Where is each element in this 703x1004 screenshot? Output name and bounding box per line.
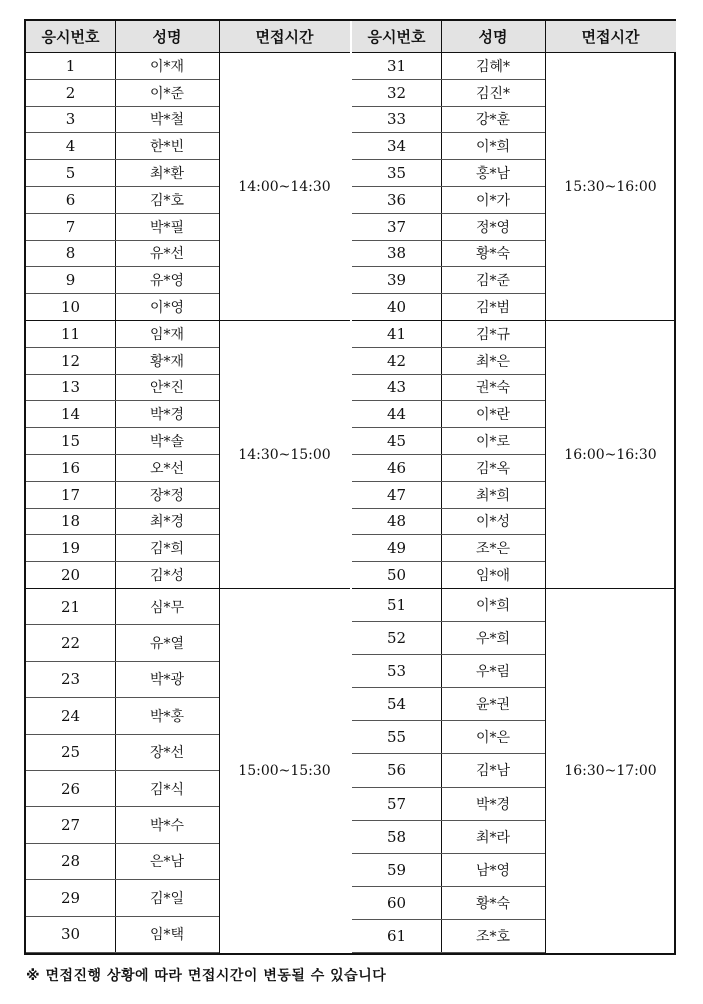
applicant-name: 유*영 bbox=[115, 267, 219, 294]
applicant-name: 우*림 bbox=[441, 655, 545, 688]
applicant-name: 박*광 bbox=[115, 662, 219, 698]
applicant-number: 56 bbox=[352, 754, 441, 787]
applicant-name: 장*선 bbox=[115, 735, 219, 771]
applicant-number: 5 bbox=[26, 160, 115, 187]
applicant-number: 42 bbox=[352, 348, 441, 375]
applicant-name: 김*식 bbox=[115, 771, 219, 807]
applicant-name: 은*남 bbox=[115, 844, 219, 880]
applicant-name: 김*성 bbox=[115, 562, 219, 589]
applicant-number: 48 bbox=[352, 509, 441, 536]
applicant-number: 54 bbox=[352, 688, 441, 721]
header-name: 성명 bbox=[441, 21, 545, 53]
applicant-number: 44 bbox=[352, 401, 441, 428]
applicant-number: 17 bbox=[26, 482, 115, 509]
applicant-number: 55 bbox=[352, 721, 441, 754]
applicant-name: 한*빈 bbox=[115, 133, 219, 160]
applicant-name: 박*수 bbox=[115, 807, 219, 843]
applicant-name: 심*무 bbox=[115, 589, 219, 625]
applicant-number: 28 bbox=[26, 844, 115, 880]
applicant-number: 39 bbox=[352, 267, 441, 294]
applicant-number: 46 bbox=[352, 455, 441, 482]
applicant-name: 유*열 bbox=[115, 625, 219, 661]
applicant-name: 최*환 bbox=[115, 160, 219, 187]
schedule-change-notice: ※ 면접진행 상황에 따라 면접시간이 변동될 수 있습니다 bbox=[26, 968, 387, 984]
applicant-number: 50 bbox=[352, 562, 441, 589]
applicant-number: 59 bbox=[352, 854, 441, 887]
applicant-number: 14 bbox=[26, 401, 115, 428]
applicant-name: 정*영 bbox=[441, 214, 545, 241]
interview-schedule-table bbox=[24, 19, 676, 955]
applicant-number: 27 bbox=[26, 807, 115, 843]
applicant-number: 20 bbox=[26, 562, 115, 589]
applicant-name: 황*숙 bbox=[441, 887, 545, 920]
applicant-name: 이*란 bbox=[441, 401, 545, 428]
applicant-name: 안*진 bbox=[115, 375, 219, 402]
applicant-name: 김혜* bbox=[441, 53, 545, 80]
interview-time-slot: 14:30~15:00 bbox=[219, 321, 350, 589]
header-interview-time: 면접시간 bbox=[545, 21, 676, 53]
applicant-number: 30 bbox=[26, 917, 115, 953]
applicant-number: 58 bbox=[352, 821, 441, 854]
applicant-name: 권*숙 bbox=[441, 375, 545, 402]
applicant-name: 우*희 bbox=[441, 622, 545, 655]
header-applicant-number: 응시번호 bbox=[26, 21, 115, 53]
applicant-number: 16 bbox=[26, 455, 115, 482]
applicant-number: 52 bbox=[352, 622, 441, 655]
applicant-number: 1 bbox=[26, 53, 115, 80]
applicant-number: 9 bbox=[26, 267, 115, 294]
applicant-name: 박*경 bbox=[441, 788, 545, 821]
applicant-number: 24 bbox=[26, 698, 115, 734]
applicant-number: 26 bbox=[26, 771, 115, 807]
applicant-name: 남*영 bbox=[441, 854, 545, 887]
applicant-number: 31 bbox=[352, 53, 441, 80]
header-interview-time: 면접시간 bbox=[219, 21, 350, 53]
applicant-name: 김*범 bbox=[441, 294, 545, 321]
applicant-name: 이*로 bbox=[441, 428, 545, 455]
applicant-name: 최*은 bbox=[441, 348, 545, 375]
applicant-name: 김*준 bbox=[441, 267, 545, 294]
applicant-number: 18 bbox=[26, 509, 115, 536]
applicant-name: 박*홍 bbox=[115, 698, 219, 734]
applicant-name: 박*솔 bbox=[115, 428, 219, 455]
applicant-number: 38 bbox=[352, 241, 441, 268]
applicant-name: 최*희 bbox=[441, 482, 545, 509]
applicant-number: 10 bbox=[26, 294, 115, 321]
applicant-number: 36 bbox=[352, 187, 441, 214]
header-applicant-number: 응시번호 bbox=[352, 21, 441, 53]
interview-time-slot: 16:30~17:00 bbox=[564, 763, 657, 779]
applicant-number: 53 bbox=[352, 655, 441, 688]
applicant-name: 최*라 bbox=[441, 821, 545, 854]
applicant-name: 김*옥 bbox=[441, 455, 545, 482]
applicant-name: 유*선 bbox=[115, 241, 219, 268]
applicant-number: 6 bbox=[26, 187, 115, 214]
applicant-name: 이*성 bbox=[441, 509, 545, 536]
interview-time-slot: 16:00~16:30 bbox=[545, 321, 676, 589]
applicant-number: 43 bbox=[352, 375, 441, 402]
applicant-number: 37 bbox=[352, 214, 441, 241]
applicant-name: 임*애 bbox=[441, 562, 545, 589]
applicant-number: 7 bbox=[26, 214, 115, 241]
applicant-number: 29 bbox=[26, 880, 115, 916]
interview-time-slot: 15:00~15:30 bbox=[238, 763, 331, 779]
applicant-number: 41 bbox=[352, 321, 441, 348]
applicant-name: 임*택 bbox=[115, 917, 219, 953]
applicant-name: 황*재 bbox=[115, 348, 219, 375]
applicant-number: 45 bbox=[352, 428, 441, 455]
applicant-name: 박*필 bbox=[115, 214, 219, 241]
applicant-number: 8 bbox=[26, 241, 115, 268]
applicant-number: 2 bbox=[26, 80, 115, 107]
applicant-number: 13 bbox=[26, 375, 115, 402]
applicant-name: 최*경 bbox=[115, 509, 219, 536]
applicant-number: 19 bbox=[26, 535, 115, 562]
applicant-number: 4 bbox=[26, 133, 115, 160]
applicant-number: 22 bbox=[26, 625, 115, 661]
applicant-number: 23 bbox=[26, 662, 115, 698]
applicant-name: 이*재 bbox=[115, 53, 219, 80]
applicant-number: 21 bbox=[26, 589, 115, 625]
applicant-name: 이*희 bbox=[441, 589, 545, 622]
applicant-number: 57 bbox=[352, 788, 441, 821]
interview-time-slot: 14:00~14:30 bbox=[219, 53, 350, 321]
applicant-number: 3 bbox=[26, 107, 115, 134]
applicant-number: 49 bbox=[352, 535, 441, 562]
applicant-number: 12 bbox=[26, 348, 115, 375]
applicant-number: 51 bbox=[352, 589, 441, 622]
applicant-name: 윤*권 bbox=[441, 688, 545, 721]
applicant-name: 김*호 bbox=[115, 187, 219, 214]
applicant-number: 15 bbox=[26, 428, 115, 455]
interview-time-slot: 15:30~16:00 bbox=[545, 53, 676, 321]
applicant-number: 40 bbox=[352, 294, 441, 321]
applicant-name: 김*일 bbox=[115, 880, 219, 916]
header-name: 성명 bbox=[115, 21, 219, 53]
applicant-name: 김*남 bbox=[441, 754, 545, 787]
applicant-name: 김진* bbox=[441, 80, 545, 107]
applicant-number: 47 bbox=[352, 482, 441, 509]
applicant-number: 25 bbox=[26, 735, 115, 771]
applicant-number: 34 bbox=[352, 133, 441, 160]
applicant-name: 박*경 bbox=[115, 401, 219, 428]
applicant-number: 32 bbox=[352, 80, 441, 107]
applicant-name: 오*선 bbox=[115, 455, 219, 482]
applicant-name: 조*호 bbox=[441, 920, 545, 953]
applicant-name: 이*준 bbox=[115, 80, 219, 107]
applicant-name: 김*희 bbox=[115, 535, 219, 562]
applicant-name: 이*영 bbox=[115, 294, 219, 321]
applicant-name: 장*정 bbox=[115, 482, 219, 509]
applicant-name: 이*은 bbox=[441, 721, 545, 754]
applicant-name: 이*희 bbox=[441, 133, 545, 160]
applicant-number: 35 bbox=[352, 160, 441, 187]
applicant-name: 홍*남 bbox=[441, 160, 545, 187]
applicant-name: 강*훈 bbox=[441, 107, 545, 134]
applicant-number: 11 bbox=[26, 321, 115, 348]
applicant-name: 임*재 bbox=[115, 321, 219, 348]
applicant-name: 김*규 bbox=[441, 321, 545, 348]
applicant-name: 박*철 bbox=[115, 107, 219, 134]
applicant-number: 61 bbox=[352, 920, 441, 953]
applicant-name: 조*은 bbox=[441, 535, 545, 562]
applicant-number: 33 bbox=[352, 107, 441, 134]
applicant-number: 60 bbox=[352, 887, 441, 920]
applicant-name: 이*가 bbox=[441, 187, 545, 214]
applicant-name: 황*숙 bbox=[441, 241, 545, 268]
